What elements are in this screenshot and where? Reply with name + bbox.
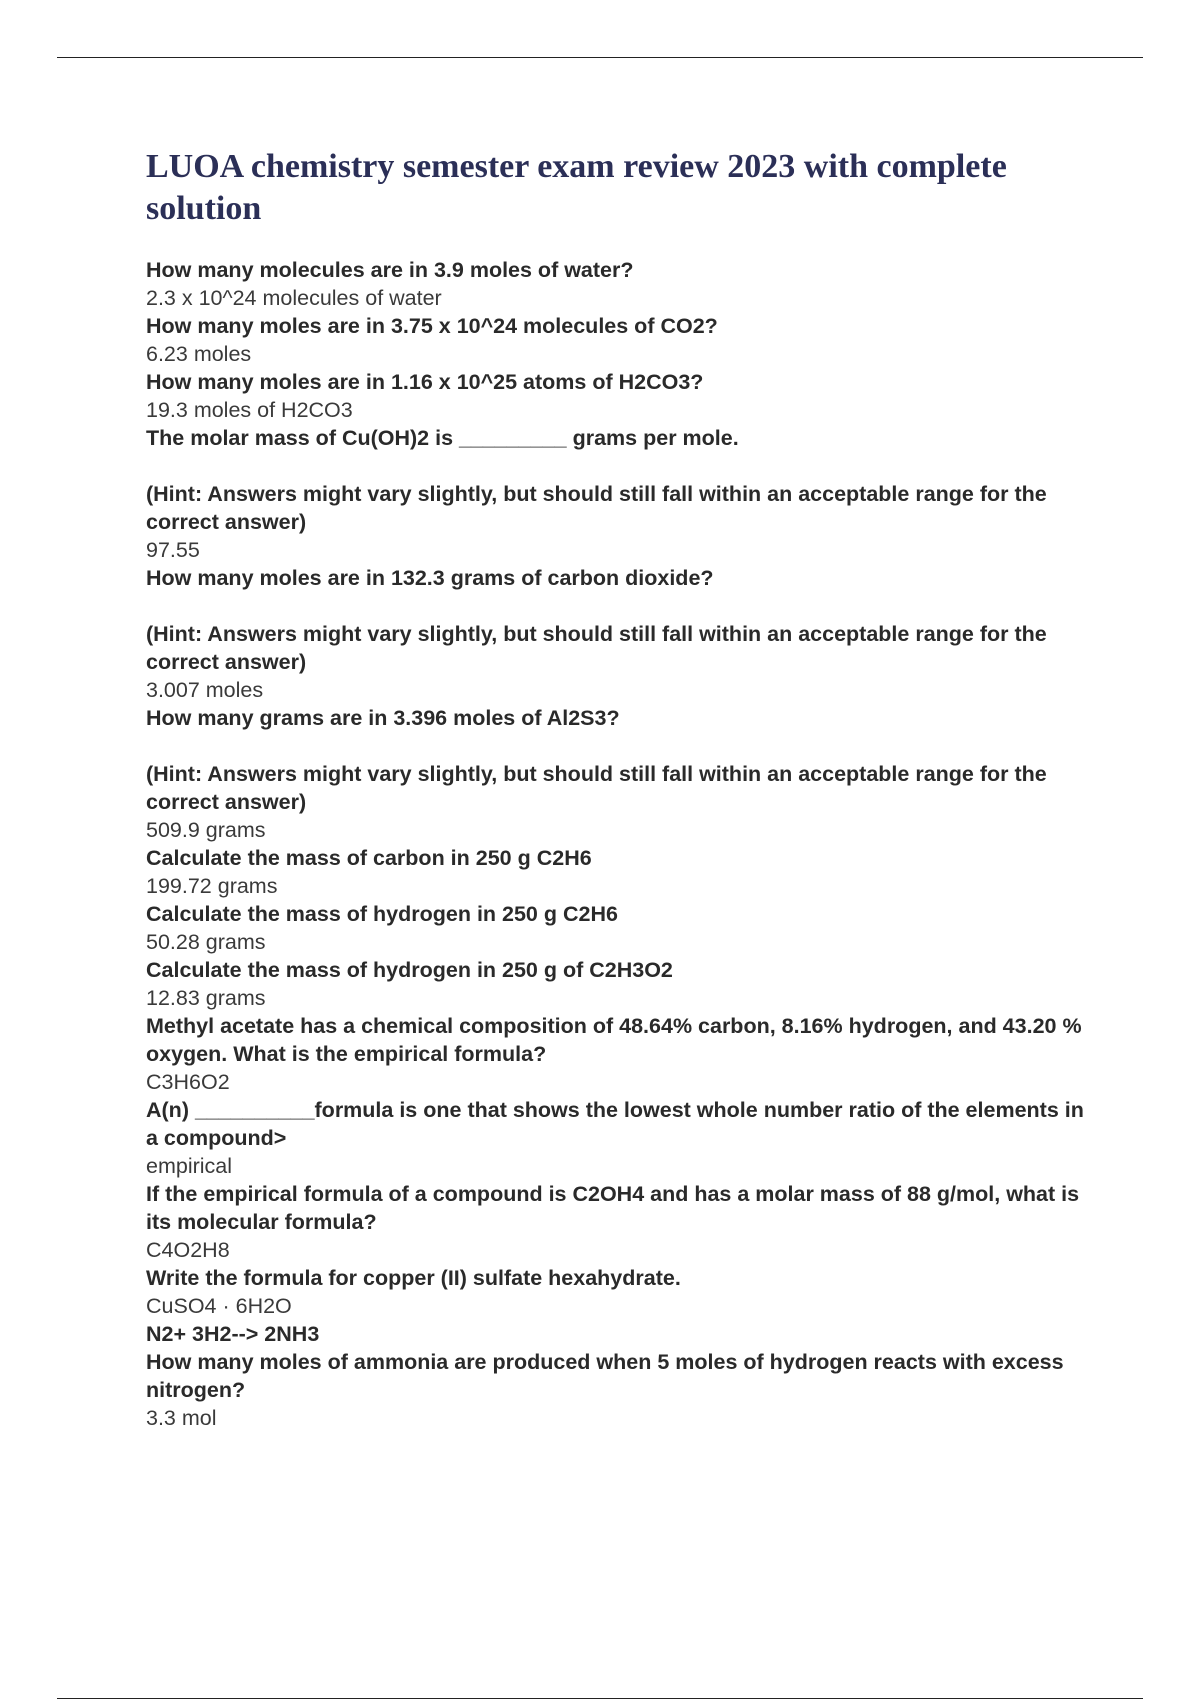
answer: 97.55	[146, 538, 200, 562]
question: How many moles are in 1.16 x 10^25 atoms of H2CO3?	[146, 370, 704, 394]
question: How many moles are in 3.75 x 10^24 molecules of CO2?	[146, 314, 718, 338]
qa-item	[146, 256, 1091, 312]
question: If the empirical formula of a compound is C2OH4 and has a molar mass of 88 g/mol, what is its molecular formula?	[146, 1182, 1080, 1234]
qa-item	[146, 956, 1091, 1012]
qa-item	[146, 1320, 1091, 1432]
qa-item	[146, 424, 1091, 564]
answer: 2.3 x 10^24 molecules of water	[146, 286, 442, 310]
qa-item	[146, 312, 1091, 368]
qa-item	[146, 368, 1091, 424]
qa-item	[146, 900, 1091, 956]
answer: 199.72 grams	[146, 874, 278, 898]
question: The molar mass of Cu(OH)2 is _________ grams per mole. (Hint: Answers might vary slightly, but should still fall within an acceptable range for the correct answer)	[146, 426, 1047, 534]
answer: 50.28 grams	[146, 930, 266, 954]
question: A(n) __________formula is one that shows the lowest whole number ratio of the elements in a compound>	[146, 1098, 1084, 1150]
answer: 19.3 moles of H2CO3	[146, 398, 353, 422]
answer: C3H6O2	[146, 1070, 230, 1094]
answer: C4O2H8	[146, 1238, 230, 1262]
qa-item	[146, 844, 1091, 900]
qa-item	[146, 1264, 1091, 1320]
qa-item	[146, 1096, 1091, 1180]
question: N2+ 3H2--> 2NH3 How many moles of ammonia are produced when 5 moles of hydrogen reacts with excess nitrogen?	[146, 1322, 1064, 1402]
document-body	[146, 146, 1091, 1432]
question: How many grams are in 3.396 moles of Al2S3? (Hint: Answers might vary slightly, but should still fall within an acceptable range for the correct answer)	[146, 706, 1047, 814]
question: Calculate the mass of hydrogen in 250 g C2H6	[146, 902, 618, 926]
qa-item	[146, 704, 1091, 844]
answer: 509.9 grams	[146, 818, 266, 842]
question: Calculate the mass of hydrogen in 250 g of C2H3O2	[146, 958, 673, 982]
answer: 6.23 moles	[146, 342, 252, 366]
top-rule	[57, 57, 1143, 58]
qa-item	[146, 564, 1091, 704]
answer: CuSO4 · 6H2O	[146, 1294, 292, 1318]
question: How many molecules are in 3.9 moles of water?	[146, 258, 634, 282]
answer: 3.007 moles	[146, 678, 264, 702]
question: Calculate the mass of carbon in 250 g C2H6	[146, 846, 592, 870]
qa-item	[146, 1180, 1091, 1264]
qa-item	[146, 1012, 1091, 1096]
answer: 12.83 grams	[146, 986, 266, 1010]
question: How many moles are in 132.3 grams of carbon dioxide? (Hint: Answers might vary slightly, but should still fall within an acceptable range for the correct answer)	[146, 566, 1047, 674]
bottom-rule	[57, 1698, 1143, 1699]
answer: empirical	[146, 1154, 233, 1178]
document-title: LUOA chemistry semester exam review 2023 with complete solution	[146, 148, 1007, 227]
question: Methyl acetate has a chemical composition of 48.64% carbon, 8.16% hydrogen, and 43.20 % oxygen. What is the empirical formula?	[146, 1014, 1082, 1066]
question: Write the formula for copper (II) sulfate hexahydrate.	[146, 1266, 681, 1290]
answer: 3.3 mol	[146, 1406, 217, 1430]
qa-list	[146, 256, 1091, 1432]
